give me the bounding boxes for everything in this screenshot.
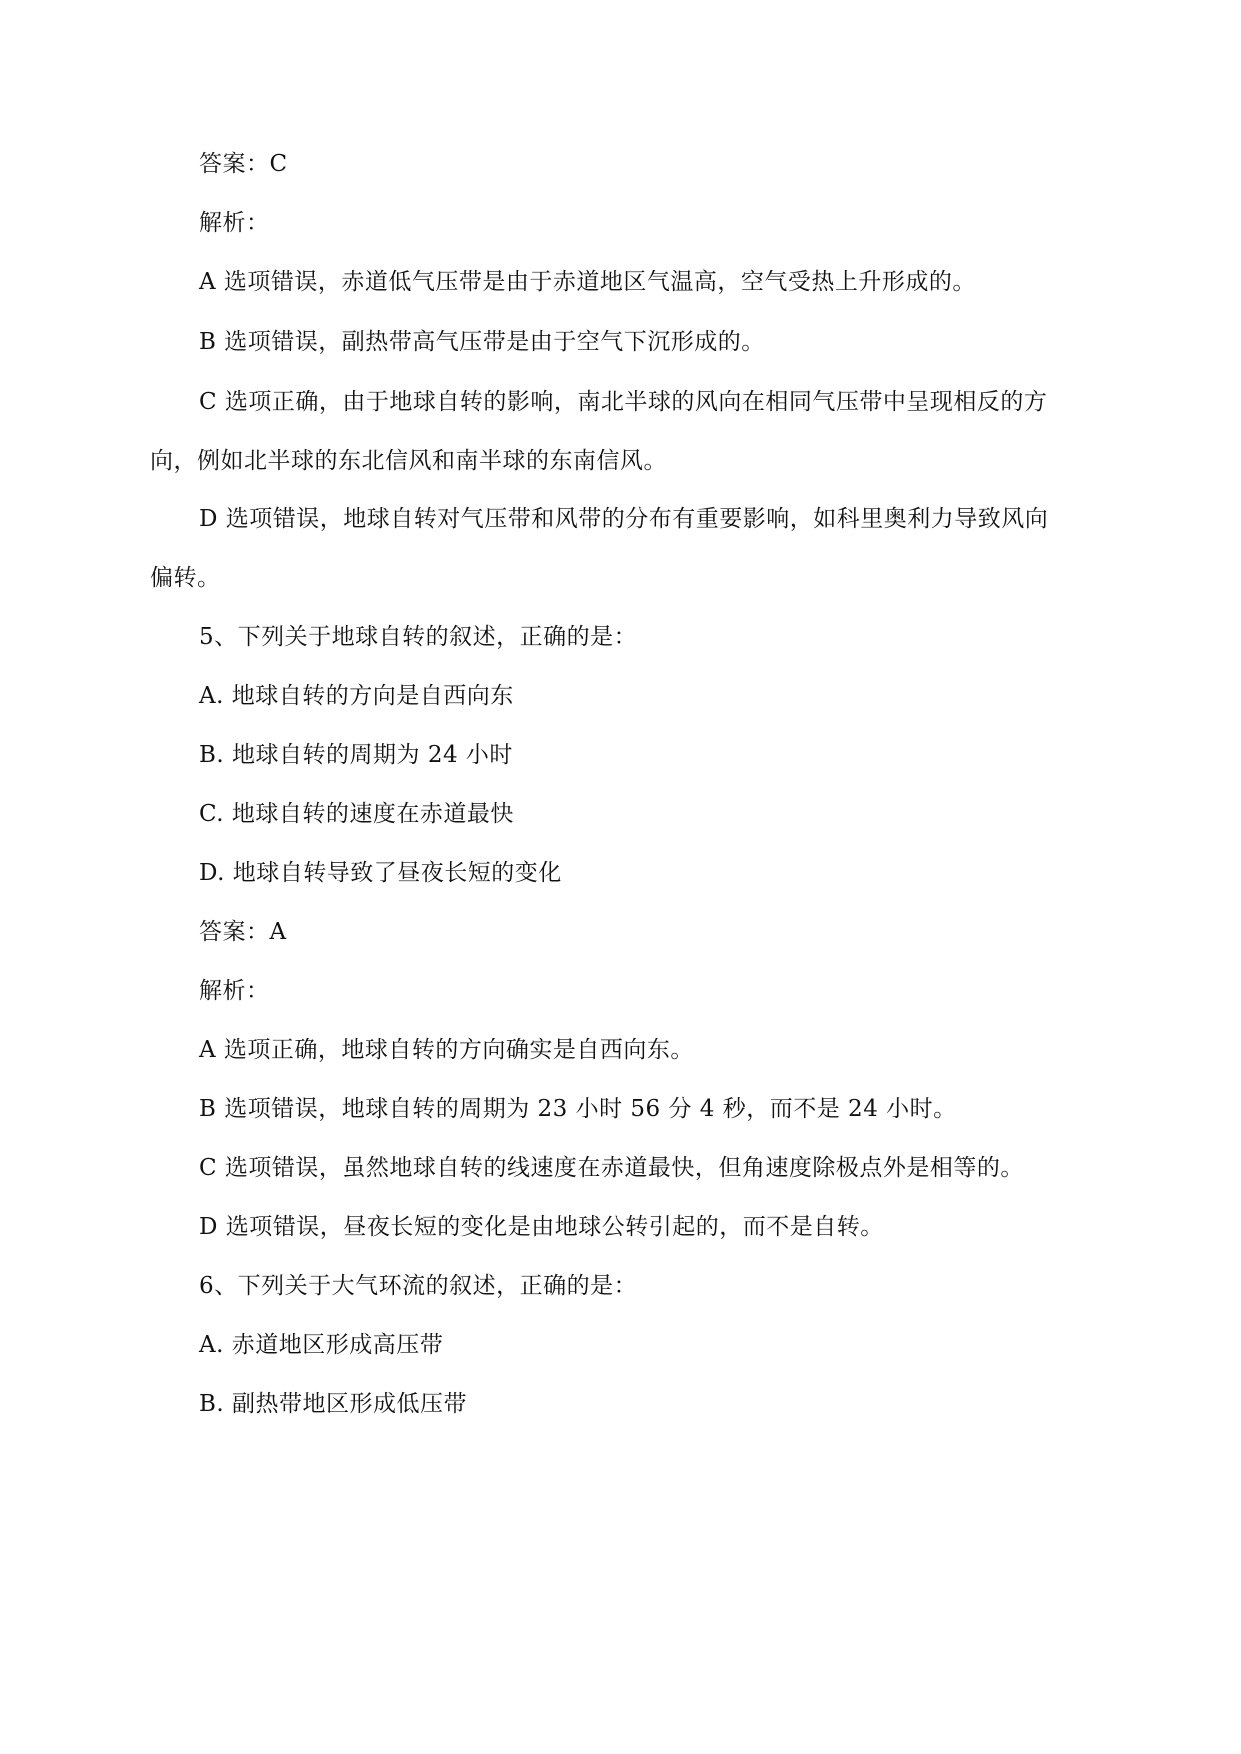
q4-explain-c-line1: C 选项正确，由于地球自转的影响，南北半球的风向在相同气压带中呈现相反的方	[199, 389, 1048, 415]
q4-explain-c-line2: 向，例如北半球的东北信风和南半球的东南信风。	[150, 448, 667, 474]
q4-explain-d-line1: D 选项错误，地球自转对气压带和风带的分布有重要影响，如科里奥利力导致风向	[199, 506, 1049, 532]
q5-explain-d: D 选项错误，昼夜长短的变化是由地球公转引起的，而不是自转。	[199, 1214, 884, 1240]
q5-option-c: C. 地球自转的速度在赤道最快	[199, 801, 514, 827]
q4-explain-b: B 选项错误，副热带高气压带是由于空气下沉形成的。	[199, 329, 765, 355]
q4-explain-d-line2: 偏转。	[150, 565, 221, 591]
q5-answer: 答案：A	[199, 919, 287, 945]
q5-option-b: B. 地球自转的周期为 24 小时	[199, 742, 513, 768]
q6-option-a: A. 赤道地区形成高压带	[199, 1332, 444, 1358]
q5-analysis-label: 解析：	[199, 978, 270, 1004]
q4-analysis-label: 解析：	[199, 210, 270, 236]
q5-question: 5、下列关于地球自转的叙述，正确的是：	[199, 624, 638, 650]
q4-explain-a: A 选项错误，赤道低气压带是由于赤道地区气温高，空气受热上升形成的。	[199, 269, 976, 295]
q5-option-d: D. 地球自转导致了昼夜长短的变化	[199, 860, 562, 886]
q5-explain-a: A 选项正确，地球自转的方向确实是自西向东。	[199, 1037, 694, 1063]
q4-answer: 答案：C	[199, 151, 288, 177]
q6-question: 6、下列关于大气环流的叙述，正确的是：	[199, 1273, 638, 1299]
q5-explain-b: B 选项错误，地球自转的周期为 23 小时 56 分 4 秒，而不是 24 小时。	[199, 1096, 957, 1122]
q5-option-a: A. 地球自转的方向是自西向东	[199, 683, 514, 709]
q5-explain-c: C 选项错误，虽然地球自转的线速度在赤道最快，但角速度除极点外是相等的。	[199, 1155, 1024, 1181]
q6-option-b: B. 副热带地区形成低压带	[199, 1391, 468, 1417]
